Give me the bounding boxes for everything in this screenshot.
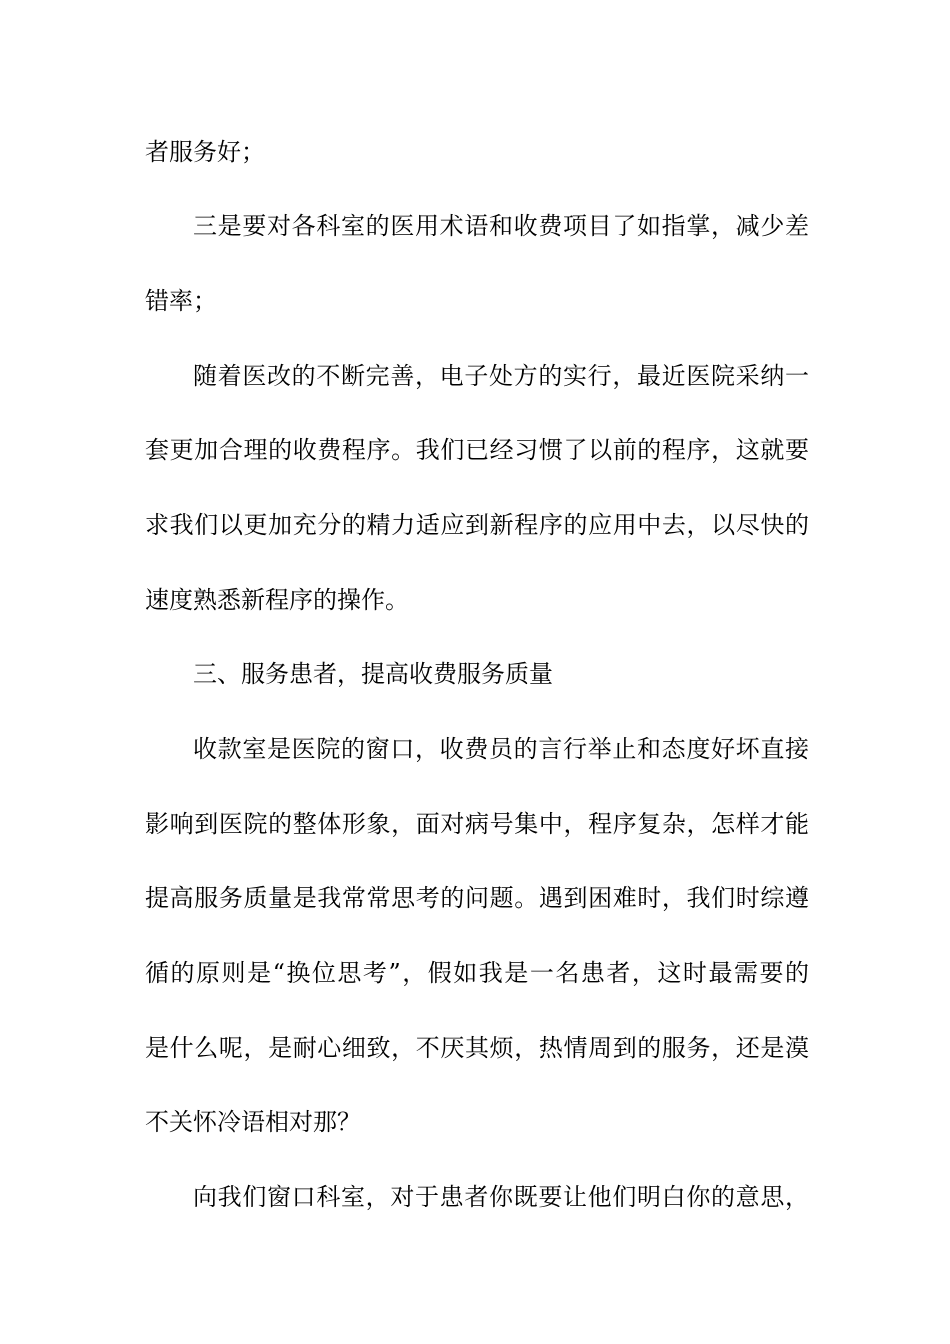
text-line: 错率；: [145, 287, 217, 315]
section-heading: 三、服务患者，提高收费服务质量: [193, 660, 553, 688]
text-line: 不关怀冷语相对那？: [145, 1108, 361, 1136]
text-line: 影响到医院的整体形象，面对病号集中，程序复杂，怎样才能: [145, 810, 809, 838]
text-line: 是什么呢，是耐心细致，不厌其烦，热情周到的服务，还是漠: [145, 1034, 809, 1062]
text-line: 循的原则是“换位思考”，假如我是一名患者，这时最需要的: [145, 959, 809, 987]
text-line: 随着医改的不断完善，电子处方的实行，最近医院采纳一: [193, 362, 809, 390]
text-line: 提高服务质量是我常常思考的问题。遇到困难时，我们时综遵: [145, 884, 809, 912]
text-line: 套更加合理的收费程序。我们已经习惯了以前的程序，这就要: [145, 436, 809, 464]
text-line: 向我们窗口科室，对于患者你既要让他们明白你的意思，: [193, 1183, 809, 1211]
text-line: 三是要对各科室的医用术语和收费项目了如指掌，减少差: [193, 212, 809, 240]
text-line: 者服务好；: [145, 138, 265, 166]
text-line: 收款室是医院的窗口，收费员的言行举止和态度好坏直接: [193, 735, 809, 763]
text-line: 速度熟悉新程序的操作。: [145, 586, 409, 614]
text-line: 求我们以更加充分的精力适应到新程序的应用中去，以尽快的: [145, 511, 809, 539]
